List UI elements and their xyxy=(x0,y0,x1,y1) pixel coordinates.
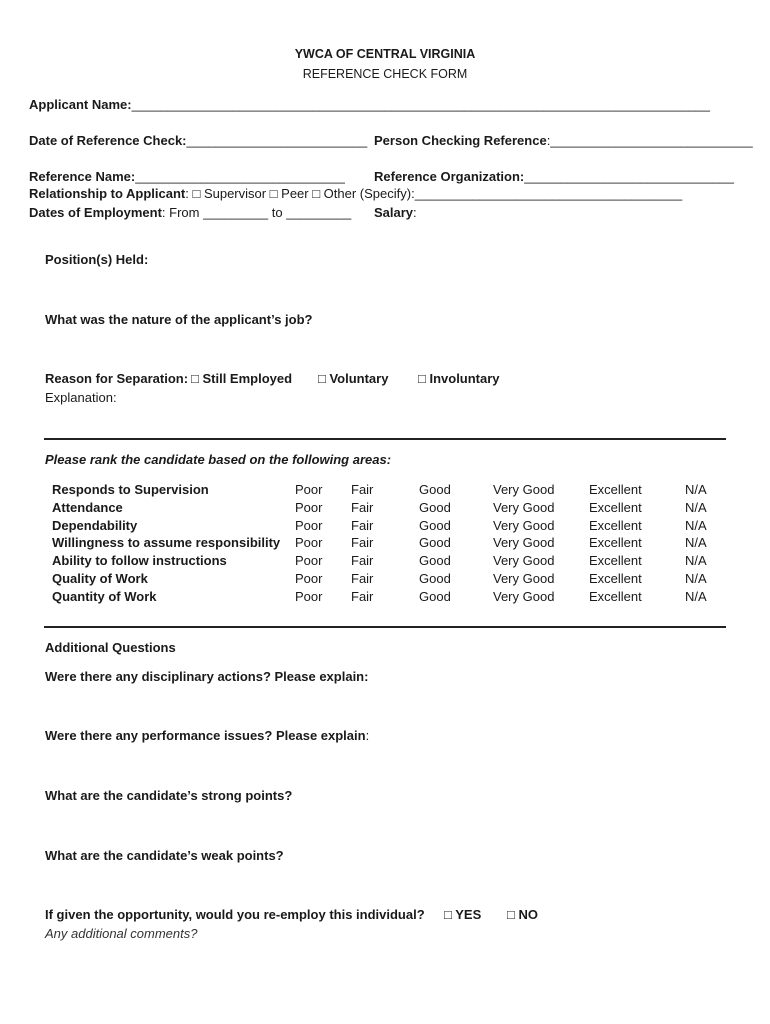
reemploy-no-checkbox[interactable]: □ NO xyxy=(507,907,538,922)
ranking-option[interactable]: Good xyxy=(419,517,451,533)
reference-org-line: _____________________________ xyxy=(524,169,734,184)
ranking-option[interactable]: Excellent xyxy=(589,571,642,586)
still-employed-checkbox[interactable]: □ Still Employed xyxy=(191,371,293,386)
ranking-option[interactable]: Fair xyxy=(351,482,374,497)
reference-name-line: _____________________________ xyxy=(135,169,345,184)
reference-org-field[interactable] xyxy=(374,169,734,184)
ranking-option[interactable]: Fair xyxy=(351,553,374,569)
ranking-option[interactable]: Poor xyxy=(295,571,323,586)
ranking-option[interactable]: N/A xyxy=(685,553,707,569)
relationship-field[interactable] xyxy=(29,186,682,201)
ranking-option[interactable]: N/A xyxy=(685,571,707,586)
ranking-option[interactable]: Good xyxy=(419,571,451,586)
date-of-reference-field[interactable] xyxy=(29,133,367,148)
ranking-option[interactable]: Very Good xyxy=(493,535,555,551)
ranking-option[interactable]: Excellent xyxy=(589,588,642,604)
ranking-area-label: Attendance xyxy=(52,499,123,515)
ranking-area-label: Responds to Supervision xyxy=(52,482,209,497)
ranking-option[interactable]: Very Good xyxy=(493,553,555,569)
ranking-instruction: Please rank the candidate based on the following areas: xyxy=(45,452,392,467)
reference-name-field[interactable] xyxy=(29,169,345,184)
ranking-option[interactable]: Very Good xyxy=(493,517,555,533)
dates-of-employment-label: Dates of Employment xyxy=(29,205,162,220)
person-checking-label: Person Checking Reference xyxy=(374,133,547,148)
performance-question-colon: : xyxy=(365,728,370,743)
applicant-name-field[interactable] xyxy=(29,97,710,112)
ranking-option[interactable]: N/A xyxy=(685,517,707,533)
ranking-option[interactable]: Fair xyxy=(351,535,374,551)
ranking-option[interactable]: Fair xyxy=(351,517,374,533)
ranking-area-label: Quantity of Work xyxy=(52,588,157,604)
ranking-option[interactable]: Poor xyxy=(295,499,323,515)
ranking-option[interactable]: Poor xyxy=(295,588,323,604)
ranking-option[interactable]: Good xyxy=(419,553,451,569)
involuntary-checkbox[interactable]: □ Involuntary xyxy=(418,371,500,386)
explanation-label: Explanation: xyxy=(45,390,117,405)
ranking-option[interactable]: Good xyxy=(419,482,451,497)
ranking-option[interactable]: Poor xyxy=(295,553,323,569)
ranking-option[interactable]: Poor xyxy=(295,535,323,551)
ranking-option[interactable]: Very Good xyxy=(493,588,555,604)
positions-held-label: Position(s) Held: xyxy=(45,252,149,267)
ranking-option[interactable]: Very Good xyxy=(493,571,555,586)
performance-question-text: Were there any performance issues? Please explain xyxy=(45,728,366,743)
date-of-reference-line: _________________________ xyxy=(186,133,368,148)
additional-comments-label: Any additional comments? xyxy=(45,926,198,941)
ranking-option[interactable]: Very Good xyxy=(493,482,555,497)
voluntary-checkbox[interactable]: □ Voluntary xyxy=(318,371,389,386)
person-checking-field[interactable] xyxy=(374,133,753,148)
section-divider-top xyxy=(44,438,726,440)
reason-for-separation-label: Reason for Separation: xyxy=(45,371,189,386)
ranking-option[interactable]: Good xyxy=(419,535,451,551)
ranking-option[interactable]: Poor xyxy=(295,482,323,497)
ranking-option[interactable]: Excellent xyxy=(589,499,642,515)
reference-name-label: Reference Name: xyxy=(29,169,136,184)
applicant-name-label: Applicant Name: xyxy=(29,97,132,112)
salary-colon: : xyxy=(413,205,417,220)
ranking-option[interactable]: Poor xyxy=(295,517,323,533)
ranking-option[interactable]: Excellent xyxy=(589,482,642,497)
reference-org-label: Reference Organization: xyxy=(374,169,525,184)
ranking-area-label: Quality of Work xyxy=(52,571,148,586)
ranking-option[interactable]: Good xyxy=(419,588,451,604)
ranking-option[interactable]: N/A xyxy=(685,499,707,515)
ranking-option[interactable]: Fair xyxy=(351,571,374,586)
ranking-option[interactable]: Excellent xyxy=(589,553,642,569)
ranking-option[interactable]: N/A xyxy=(685,535,707,551)
date-of-reference-label: Date of Reference Check: xyxy=(29,133,187,148)
form-title: REFERENCE CHECK FORM xyxy=(302,67,468,81)
person-checking-line: :____________________________ xyxy=(546,133,753,148)
section-divider-bottom xyxy=(44,626,726,628)
ranking-option[interactable]: N/A xyxy=(685,482,707,497)
salary-field[interactable] xyxy=(374,205,417,220)
reemploy-question: If given the opportunity, would you re-employ this individual? xyxy=(45,907,425,922)
salary-label: Salary xyxy=(374,205,414,220)
ranking-option[interactable]: Fair xyxy=(351,499,374,515)
strong-points-question: What are the candidate’s strong points? xyxy=(45,788,293,803)
ranking-option[interactable]: Excellent xyxy=(589,517,642,533)
performance-question xyxy=(45,728,369,743)
ranking-area-label: Dependability xyxy=(52,517,138,533)
disciplinary-question: Were there any disciplinary actions? Please explain: xyxy=(45,669,369,684)
relationship-label: Relationship to Applicant xyxy=(29,186,186,201)
ranking-option[interactable]: N/A xyxy=(685,588,707,604)
dates-of-employment-line: : From _________ to _________ xyxy=(161,205,352,220)
applicant-name-line: ________________________________________________________________________________ xyxy=(131,97,710,112)
additional-questions-heading: Additional Questions xyxy=(45,640,176,655)
weak-points-question: What are the candidate’s weak points? xyxy=(45,848,284,863)
dates-of-employment-field[interactable] xyxy=(29,205,351,220)
organization-title: YWCA OF CENTRAL VIRGINIA xyxy=(294,47,476,61)
ranking-option[interactable]: Fair xyxy=(351,588,374,604)
ranking-option[interactable]: Good xyxy=(419,499,451,515)
ranking-option[interactable]: Very Good xyxy=(493,499,555,515)
relationship-options: : □ Supervisor □ Peer □ Other (Specify):_____________________________________ xyxy=(185,186,683,201)
ranking-area-label: Willingness to assume responsibility xyxy=(52,535,281,551)
ranking-option[interactable]: Excellent xyxy=(589,535,642,551)
nature-of-job-question: What was the nature of the applicant’s job? xyxy=(45,312,313,327)
ranking-area-label: Ability to follow instructions xyxy=(52,553,227,569)
reemploy-yes-checkbox[interactable]: □ YES xyxy=(444,907,482,922)
